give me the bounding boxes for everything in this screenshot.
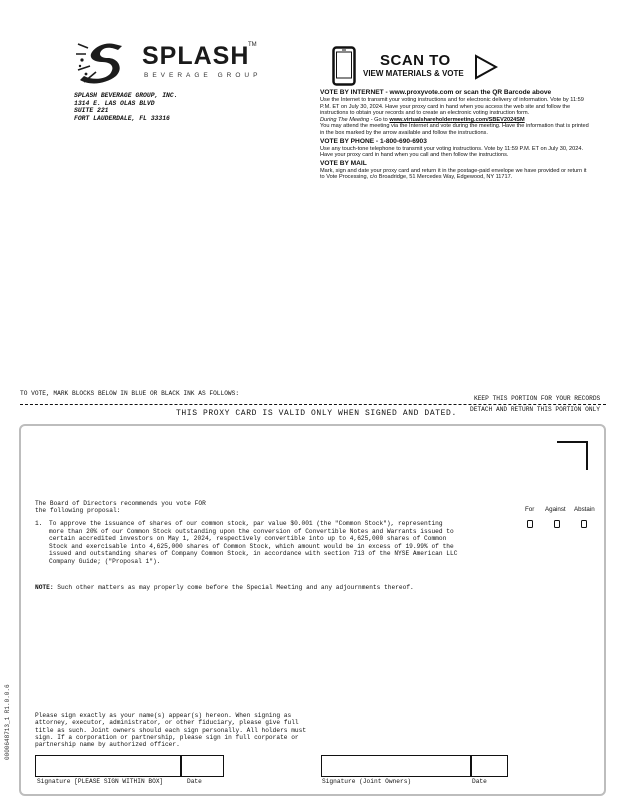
- signature-label: Signature [PLEASE SIGN WITHIN BOX]: [37, 778, 164, 785]
- date-label: Date: [187, 778, 202, 785]
- vote-phone-body: Use any touch-tone telephone to transmit your voting instructions. Vote by 11:59 P.M. ET on July 30, 2024. Have your proxy card in hand when you call and then follow the instructions.: [320, 145, 584, 159]
- detach-line: [20, 404, 606, 405]
- phone-icon: [332, 46, 356, 86]
- column-for: For: [525, 506, 535, 513]
- sign-line: Please sign exactly as your name(s) appear(s) hereon. When signing as: [35, 712, 292, 719]
- sign-line: attorney, executor, administrator, or other fiduciary, please give full: [35, 719, 299, 727]
- arrow-right-icon: [474, 54, 498, 80]
- vote-mail-body: Mark, sign and date your proxy card and return it in the postage-paid envelope we have provided or return it to Vote Processing, c/o Broadridge, 51 Mercedes Way, Edgewood, NY 11717.: [320, 167, 587, 181]
- scan-subtitle: VIEW MATERIALS & VOTE: [363, 69, 464, 78]
- vote-abstain-checkbox[interactable]: [581, 520, 587, 528]
- keep-portion-label: KEEP THIS PORTION FOR YOUR RECORDS: [474, 395, 601, 402]
- note-text: [35, 584, 414, 591]
- joint-date-box[interactable]: [471, 755, 508, 777]
- company-logo: [76, 40, 266, 86]
- note-body: Such other matters as may properly come before the Special Meeting and any adjournments thereof.: [53, 584, 414, 591]
- sign-line: title as such. Joint owners should each sign personally. All holders must: [35, 726, 307, 734]
- corner-mark: [557, 441, 588, 470]
- board-recommendation: [35, 500, 206, 515]
- address-line: SUITE 221: [74, 107, 109, 115]
- proposal-line: more than 20% of our Common Stock outstanding upon the conversion of Convertible Notes and Warrants issued to: [49, 527, 454, 535]
- proposal-text: [49, 520, 469, 566]
- voting-instructions: [320, 88, 592, 181]
- signature-box[interactable]: [35, 755, 181, 777]
- address-line: SPLASH BEVERAGE GROUP, INC.: [74, 92, 178, 99]
- board-line: the following proposal:: [35, 507, 121, 515]
- scan-title: SCAN TO: [380, 52, 451, 69]
- meeting-url-link[interactable]: www.virtualshareholdermeeting.com/SBEV2024SM: [389, 116, 525, 123]
- proposal-line: certain accredited investors on May 1, 2024, respectively convertible into up to 4,625,000 shares of Common: [49, 535, 447, 543]
- proposal-line: Stock and exercisable into 4,625,000 shares of Common Stock, which amount would be in excess of 19.99% of the: [49, 542, 454, 550]
- board-line: The Board of Directors recommends you vote FOR: [35, 500, 206, 507]
- vote-mail-heading: VOTE BY MAIL: [320, 159, 367, 167]
- meeting-body: You may attend the meeting via the Internet and vote during the meeting. Have the information that is printed in the box marked by the arrow available and follow the instructions.: [320, 123, 589, 136]
- address-line: 1314 E. LAS OLAS BLVD: [74, 99, 155, 107]
- splash-logo-icon: [76, 40, 142, 84]
- joint-date-label: Date: [472, 778, 487, 785]
- note-label: NOTE:: [35, 584, 54, 591]
- joint-signature-label: Signature (Joint Owners): [322, 778, 412, 785]
- address-line: FORT LAUDERDALE, FL 33316: [74, 114, 170, 122]
- meeting-line: [320, 117, 592, 124]
- joint-signature-box[interactable]: [321, 755, 471, 777]
- proposal-line: issued and outstanding shares of Company Common Stock, in accordance with section 713 of the NYSE American LLC: [49, 550, 458, 558]
- mark-instruction: TO VOTE, MARK BLOCKS BELOW IN BLUE OR BLACK INK AS FOLLOWS:: [20, 390, 240, 397]
- detach-label: DETACH AND RETURN THIS PORTION ONLY: [470, 406, 600, 413]
- column-against: Against: [545, 506, 566, 513]
- proposal-line: Company Guide; ("Proposal 1").: [49, 557, 161, 565]
- company-address: [74, 92, 178, 122]
- vote-for-checkbox[interactable]: [527, 520, 533, 528]
- column-abstain: Abstain: [574, 506, 595, 513]
- proposal-line: To approve the issuance of shares of our common stock, par value $0.001 (the "Common Stock"), representing: [49, 520, 443, 527]
- sign-line: partnership name by authorized officer.: [35, 741, 180, 749]
- sign-line: sign. If a corporation or partnership, please sign in full corporate or: [35, 733, 299, 741]
- logo-trademark: TM: [248, 42, 257, 48]
- meeting-goto: - Go to: [369, 116, 390, 123]
- vote-internet-body: Use the Internet to transmit your voting instructions and for electronic delivery of information. Vote by 11:59 P.M. ET on July 30, 2024. Have your proxy card in hand when you access the web site and follow the instructions to obtain your records and to create an electronic voting instruction form.: [320, 97, 584, 117]
- signing-instructions: [35, 712, 335, 748]
- vote-phone-heading: VOTE BY PHONE - 1-800-690-6903: [320, 137, 427, 145]
- document-code: 0000648713_1 R1.0.0.6: [4, 684, 11, 760]
- proposal-number: 1.: [35, 520, 43, 527]
- logo-wordmark: SPLASH: [142, 42, 250, 70]
- vote-against-checkbox[interactable]: [554, 520, 560, 528]
- meeting-prefix: During The Meeting: [320, 116, 370, 123]
- logo-subtitle: BEVERAGE GROUP: [144, 72, 262, 79]
- date-box[interactable]: [181, 755, 224, 777]
- valid-notice: THIS PROXY CARD IS VALID ONLY WHEN SIGNED AND DATED.: [176, 409, 457, 418]
- vote-internet-heading: VOTE BY INTERNET - www.proxyvote.com or scan the QR Barcode above: [320, 89, 552, 96]
